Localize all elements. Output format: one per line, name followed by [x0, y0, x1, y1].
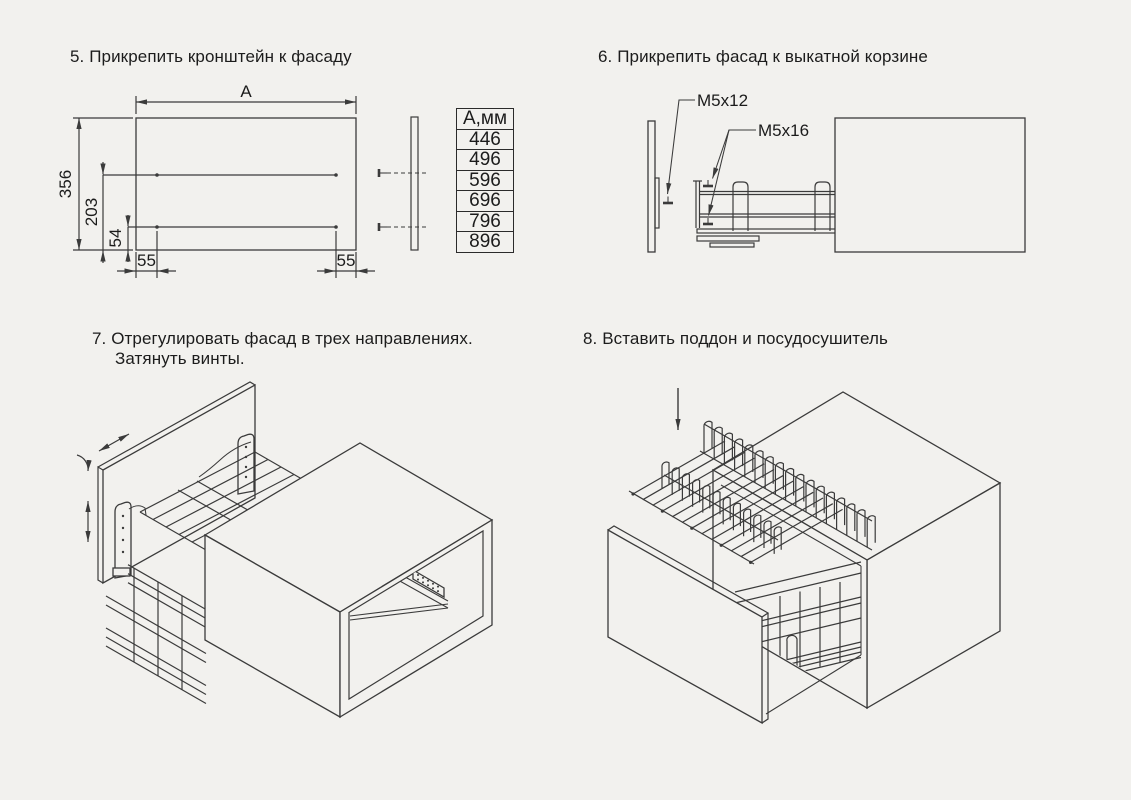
facade-front-view — [835, 118, 1025, 252]
dim-upper-hole-label: 203 — [82, 197, 101, 227]
size-value: 496 — [457, 150, 514, 171]
facade-front-outline — [136, 118, 356, 250]
dim-width-label: A — [240, 82, 252, 101]
size-value: 596 — [457, 170, 514, 191]
tilt-adjust-arrow-icon — [77, 455, 88, 471]
step8-isometric-drawing — [580, 355, 1030, 775]
step7-title-line1: 7. Отрегулировать фасад в трех направлениях. — [92, 329, 473, 348]
screw-m5x12-icon — [663, 197, 673, 204]
step6-assembly-drawing — [630, 80, 1040, 280]
basket-post — [733, 182, 748, 231]
facade-side-view — [379, 117, 429, 250]
dim-left-offset-label: 55 — [137, 251, 156, 270]
step8-title: 8. Вставить поддон и посудосушитель — [583, 329, 888, 348]
size-value: 446 — [457, 129, 514, 150]
dim-right-offset-label: 55 — [336, 251, 356, 270]
dim-lower-hole-label: 54 — [106, 228, 125, 248]
step7-isometric-drawing — [70, 360, 540, 780]
screw-m5x12-label: M5x12 — [697, 91, 749, 110]
step7-title-line2: Затянуть винты. — [115, 349, 245, 368]
basket-side-view — [693, 181, 837, 247]
facade-size-table — [456, 108, 514, 253]
basket-post — [815, 182, 830, 231]
leader-m5x12 — [668, 100, 696, 194]
diagonal-adjust-arrow-icon — [99, 434, 129, 451]
step5-dimension-drawing — [56, 80, 460, 305]
step5-title: 5. Прикрепить кронштейн к фасаду — [70, 47, 352, 66]
screw-m5x16-label: M5x16 — [758, 121, 810, 140]
step6-title: 6. Прикрепить фасад к выкатной корзине — [598, 47, 928, 66]
size-value: 696 — [457, 191, 514, 212]
size-value: 796 — [457, 211, 514, 232]
leader-m5x16-lower — [709, 130, 730, 216]
size-value: 896 — [457, 232, 514, 253]
dim-height-label: 356 — [56, 169, 75, 199]
facade-side-view — [648, 121, 655, 252]
size-table-header: А,мм — [457, 109, 514, 130]
bracket-side-view — [655, 178, 659, 228]
